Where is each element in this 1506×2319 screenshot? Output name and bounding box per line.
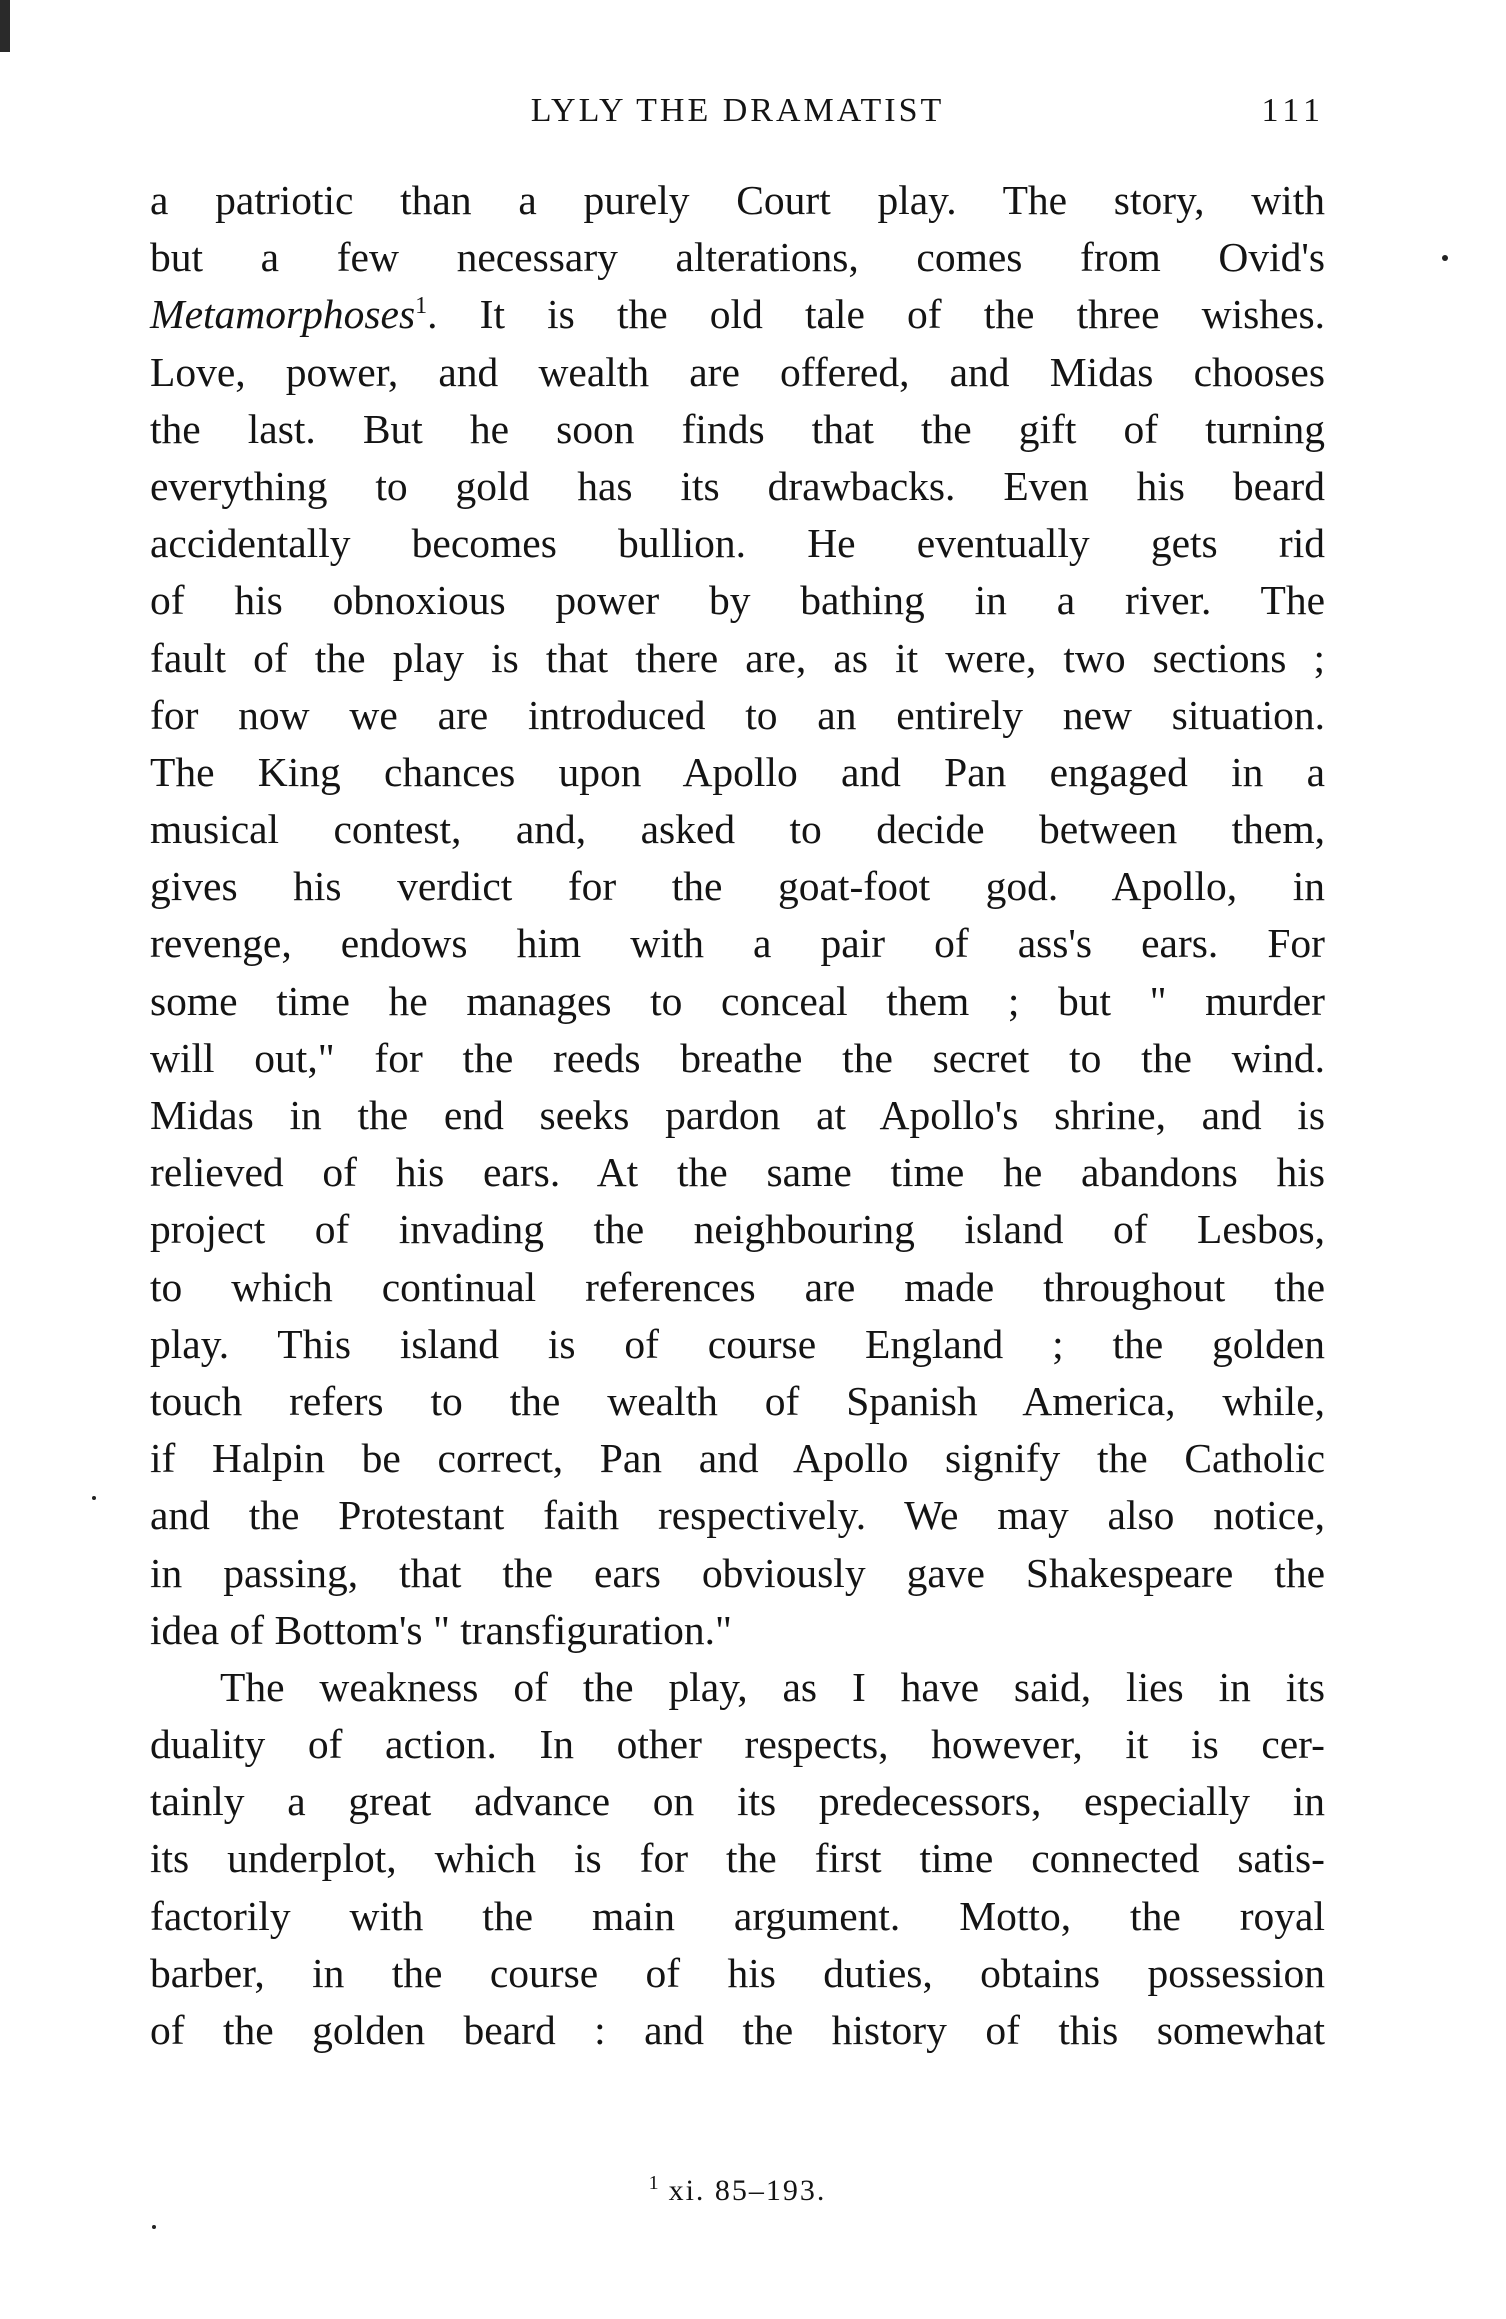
- footnote-mark: 1: [648, 2172, 661, 2194]
- text-segment: . It is the old tale of the three wishes.: [427, 291, 1325, 338]
- footnote-reference: 1: [415, 293, 428, 320]
- footnote: [150, 2172, 1325, 2208]
- text-line: a patriotic than a purely Court play. The story, with: [150, 177, 1325, 223]
- text-line: to which continual references are made throughout the: [150, 1263, 1325, 1310]
- running-head: [150, 86, 1325, 136]
- text-line: The weakness of the play, as I have said, lies in its: [220, 1663, 1325, 1710]
- italic-title: Metamorphoses: [150, 291, 416, 338]
- text-line: barber, in the course of his duties, obtains possession: [150, 1949, 1325, 1996]
- text-line: tainly a great advance on its predecessors, especially in: [150, 1778, 1325, 1825]
- text-line: if Halpin be correct, Pan and Apollo signify the Catholic: [150, 1435, 1325, 1482]
- text-line: duality of action. In other respects, however, it is cer-: [150, 1721, 1325, 1768]
- text-line: accidentally becomes bullion. He eventually gets rid: [150, 520, 1325, 567]
- text-line: Love, power, and wealth are offered, and Midas chooses: [150, 348, 1325, 395]
- text-line: everything to gold has its drawbacks. Even his beard: [150, 462, 1325, 509]
- text-line: play. This island is of course England ; the golden: [150, 1320, 1325, 1367]
- text-line: musical contest, and, asked to decide between them,: [150, 806, 1325, 853]
- text-line: but a few necessary alterations, comes from Ovid's: [150, 234, 1325, 281]
- text-line: relieved of his ears. At the same time he abandons his: [150, 1149, 1325, 1196]
- text-line: revenge, endows him with a pair of ass's ears. For: [150, 920, 1325, 967]
- paragraph: [150, 172, 1325, 1659]
- text-line: idea of Bottom's " transfiguration.": [150, 1606, 732, 1653]
- scan-edge-mark: [0, 0, 10, 52]
- text-line: and the Protestant faith respectively. We may also notice,: [150, 1492, 1325, 1539]
- text-line: The King chances upon Apollo and Pan engaged in a: [150, 748, 1325, 795]
- paragraph: [150, 1659, 1325, 2059]
- page-number: 111: [1261, 92, 1325, 129]
- footnote-text: xi. 85–193.: [668, 2174, 827, 2207]
- body-text: [150, 172, 1325, 2059]
- text-line: for now we are introduced to an entirely new situation.: [150, 691, 1325, 738]
- text-line: fault of the play is that there are, as it were, two sections ;: [150, 634, 1325, 681]
- text-line: [150, 286, 1325, 343]
- text-line: gives his verdict for the goat-foot god. Apollo, in: [150, 863, 1325, 910]
- running-title: LYLY THE DRAMATIST: [530, 92, 945, 129]
- text-line: touch refers to the wealth of Spanish America, while,: [150, 1377, 1325, 1424]
- text-line: factorily with the main argument. Motto, the royal: [150, 1892, 1325, 1939]
- text-line: of his obnoxious power by bathing in a river. The: [150, 577, 1325, 624]
- text-line: some time he manages to conceal them ; but " murder: [150, 977, 1325, 1024]
- text-line: its underplot, which is for the first time connected satis-: [150, 1835, 1325, 1882]
- text-line: will out," for the reeds breathe the secret to the wind.: [150, 1034, 1325, 1081]
- stray-dot-right: [1442, 255, 1448, 261]
- text-line: Midas in the end seeks pardon at Apollo's shrine, and is: [150, 1092, 1325, 1138]
- text-line: in passing, that the ears obviously gave Shakespeare the: [150, 1549, 1325, 1596]
- stray-dot-left: [92, 1496, 96, 1500]
- text-line: the last. But he soon finds that the gift of turning: [150, 405, 1325, 452]
- stray-dot-bottom: [152, 2225, 156, 2229]
- text-line: of the golden beard : and the history of this somewhat: [150, 2007, 1325, 2053]
- text-line: project of invading the neighbouring island of Lesbos,: [150, 1206, 1325, 1253]
